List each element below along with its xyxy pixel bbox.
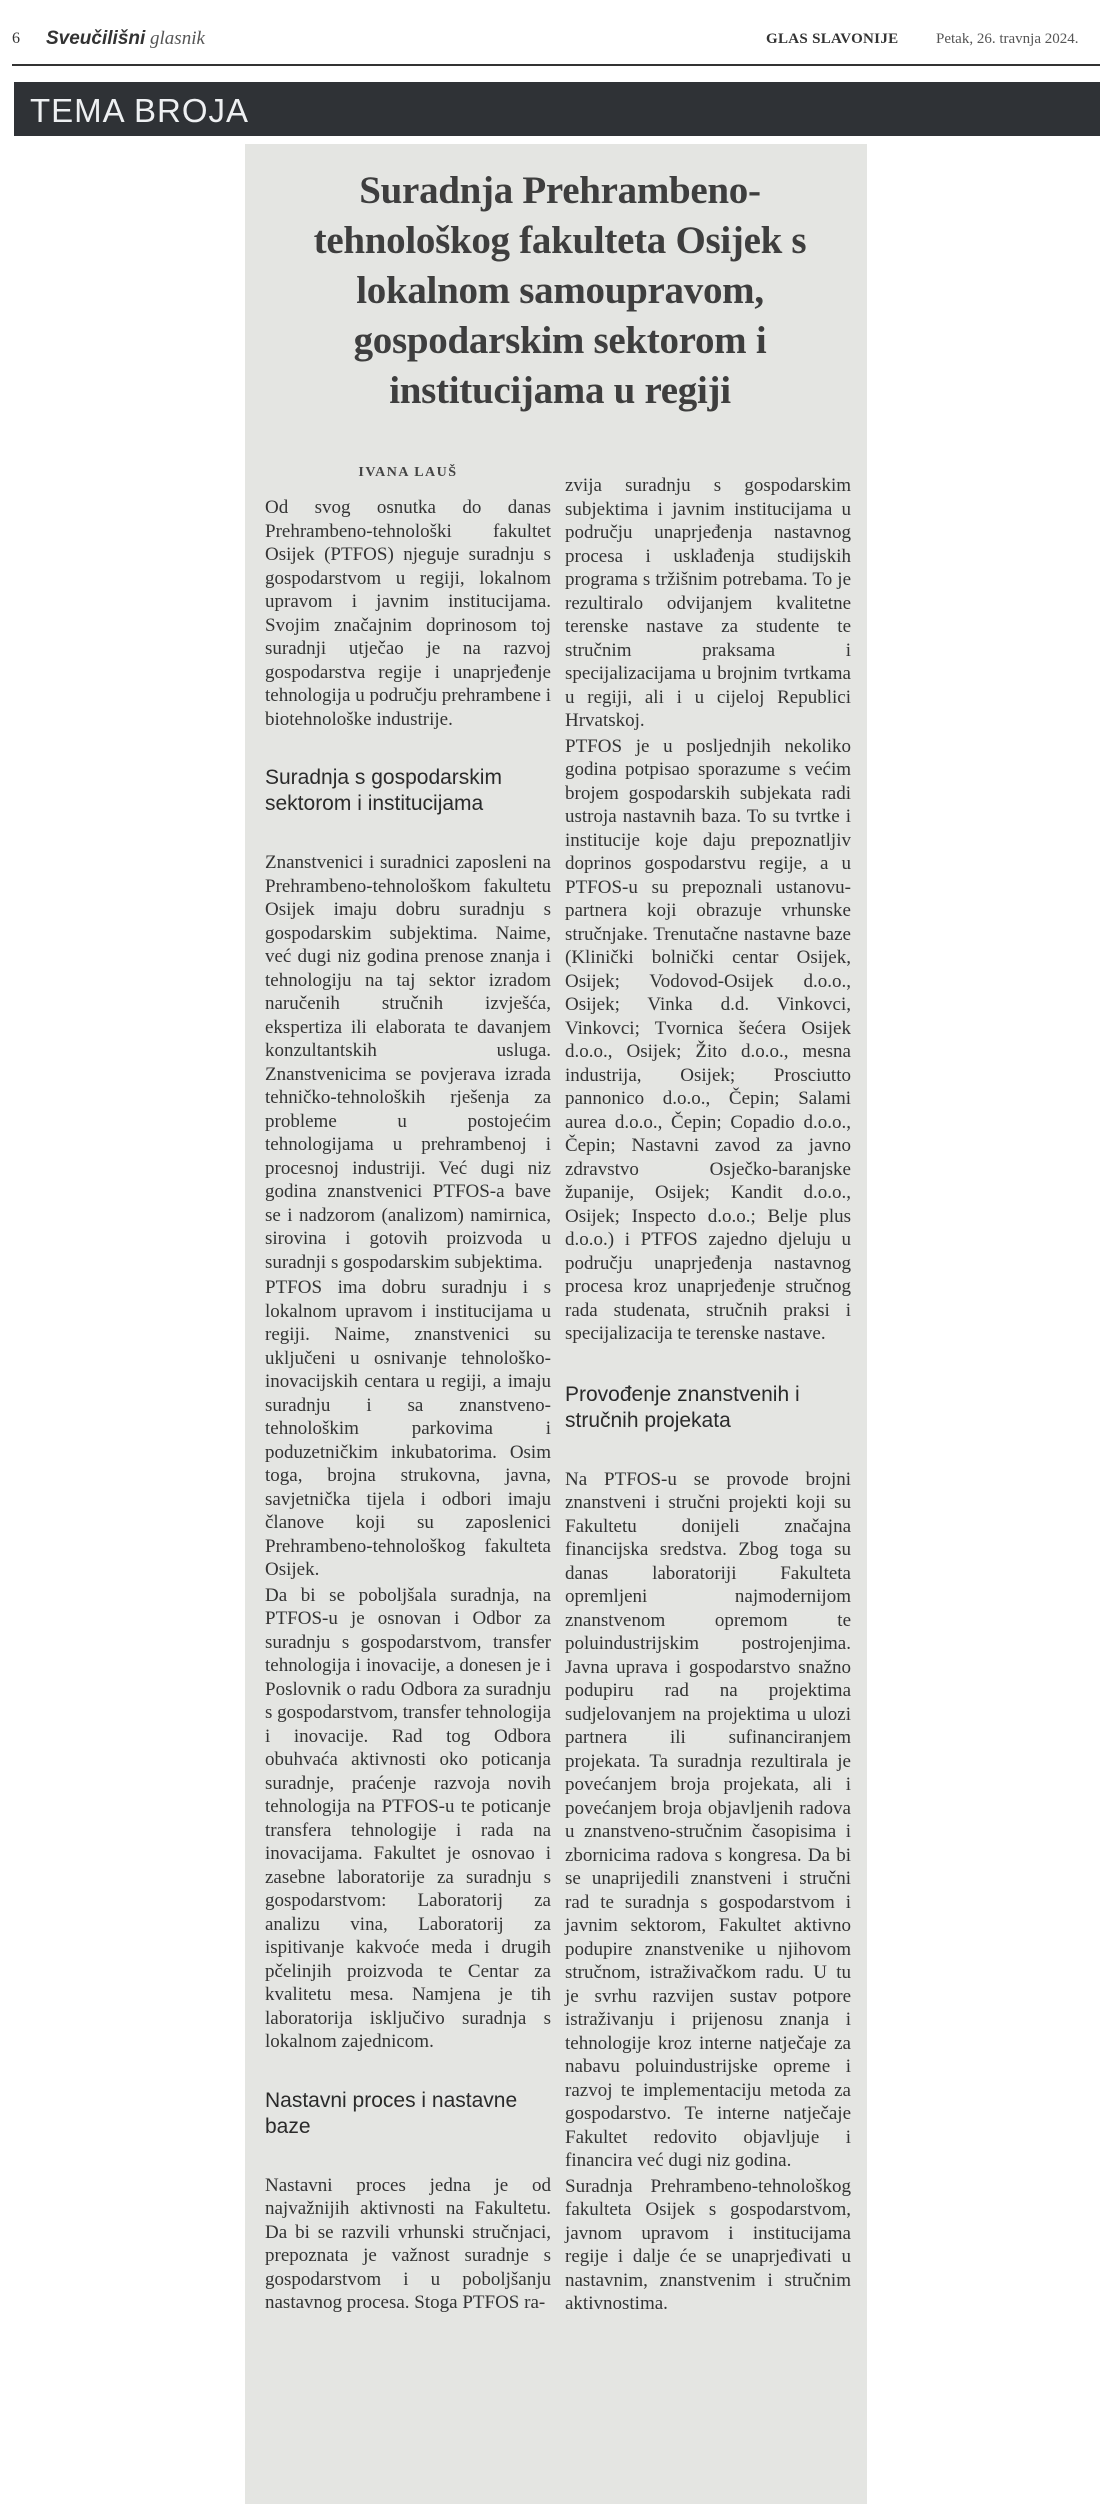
- subheading: Suradnja s gospodarskim sektorom i institucijama: [265, 766, 502, 815]
- paper-name-bold: Sveučilišni: [46, 28, 146, 49]
- paragraph: Znanstvenici i suradnici zaposleni na Prehrambeno-tehnološkom fakultetu Osijek imaju dobru suradnju s gospodarskim subjektima. Naime, već dugi niz godina prenose znanja i tehnologiju na taj sektor izradom naručenih stručnih izvješća, ekspertiza ili elaborata te davanjem konzultantskih usluga. Znanstvenicima se povjerava izrada tehničko-tehnoloških rješenja za probleme u postojećim tehnologijama u prehrambenoj i procesnoj industriji. Već dugi niz godina znanstvenici PTFOS-a bave se i nadzorom (analizom) namirnica, sirovina i gotovih proizvoda u suradnji s gospodarskim subjektima.: [265, 852, 551, 1273]
- paragraph: Na PTFOS-u se provode brojni znanstveni i stručni projekti koji su Fakultetu donijeli značajna financijska sredstva. Zbog toga su danas laboratoriji Fakulteta opremljeni najmodernijom znanstvenom opremom te poluindustrijskim postrojenjima. Javna uprava i gospodarstvo snažno podupiru rad na projektima sudjelovanjem na projektima u ulozi partnera ili sufinanciranjem projekata. Ta suradnja rezultirala je povećanjem broja projekata, ali i povećanjem broja objavljenih radova u znanstveno-stručnim časopisima i zbornicima radova s kongresa. Da bi se unaprijedili znanstveni i stručni rad te suradnja s gospodarstvom i javnim sektorom, Fakultet aktivno podupire znanstvenike u njihovom stručnom, istraživačkom radu. U tu je svrhu razvijen sustav potpore istraživanju i prijenosu znanja i tehnologije kroz interne natječaje za nabavu poluindustrijske opreme i razvoj te implementaciju metoda za gospodarstvo. Te interne natječaje Fakultet redovito objavljuje i financira već dugi niz godina.: [565, 1468, 851, 2171]
- section-label: TEMA BROJA: [30, 92, 250, 129]
- article-column-right: [565, 474, 851, 2318]
- paragraph: Suradnja Prehrambeno-tehnološkog fakulteta Osijek s gospodarstvom, javnom upravom i institucijama regije i dalje će se unaprjeđivati u nastavnim, znanstvenim i stručnim aktivnostima.: [565, 2175, 851, 2314]
- subheading: Provođenje znanstvenih i stručnih projekata: [565, 1382, 800, 1432]
- subheading: Nastavni proces i nastavne baze: [265, 2088, 518, 2138]
- section-bar: [14, 82, 1100, 136]
- publisher-name: GLAS SLAVONIJE: [766, 31, 899, 47]
- article-clipping: [245, 144, 867, 2504]
- paragraph: PTFOS je u posljednjih nekoliko godina potpisao sporazume s većim brojem gospodarskih subjekata radi ustroja nastavnih baza. To su tvrtke i institucije koje daju prepoznatljiv doprinos gospodarstvu regije, a u PTFOS-u su prepoznali ustanovu-partnera koji obrazuje vrhunske stručnjake. Trenutačne nastavne baze (Klinički bolnički centar Osijek, Osijek; Vodovod-Osijek d.o.o., Osijek; Vinka d.d. Vinkovci, Vinkovci; Tvornica šećera Osijek d.o.o., Osijek; Žito d.o.o., mesna industrija, Osijek; Prosciutto pannonico d.o.o., Čepin; Salami aurea d.o.o., Čepin; Copadio d.o.o., Čepin; Nastavni zavod za javno zdravstvo Osječko-baranjske županije, Osijek; Kandit d.o.o., Osijek; Inspecto d.o.o.; Belje plus d.o.o.) i PTFOS zajedno djeluju u području unaprjeđenja nastavnog procesa kroz unaprjeđenje stručnog rada studenata, stručnih praksi i specijalizacija te terenske nastave.: [565, 735, 851, 1344]
- byline: IVANA LAUŠ: [358, 465, 458, 480]
- paragraph: PTFOS ima dobru suradnju i s lokalnom upravom i institucijama u regiji. Naime, znanstvenici su uključeni u osnivanje tehnološko-inovacijskih centara u regiji, a imaju suradnju i sa znanstveno-tehnološkim parkovima i poduzetničkim inkubatorima. Osim toga, brojna strukovna, javna, savjetnička tijela i odbori imaju članove koji su zaposlenici Prehrambeno-tehnološkog fakulteta Osijek.: [265, 1277, 551, 1580]
- publication-date: Petak, 26. travnja 2024.: [936, 31, 1079, 47]
- paragraph: Od svog osnutka do danas Prehrambeno-tehnološki fakultet Osijek (PTFOS) njeguje suradnju s gospodarstvom u regiji, lokalnom upravom i javnim institucijama. Svojim značajnim doprinosom toj suradnji utječao je na razvoj gospodarstva regije i unaprjeđenje tehnologija u području prehrambene i biotehnološke industrije.: [265, 497, 551, 730]
- paper-name-rest: glasnik: [150, 28, 205, 49]
- paragraph: zvija suradnju s gospodarskim subjektima i javnim institucijama u području unaprjeđenja nastavnog procesa i usklađenja studijskih programa s tržišnim potrebama. To je rezultiralo odvijanjem kvalitetne terenske nastave za studente te stručnim praksama i specijalizacijama u brojnim tvrtkama u regiji, ali i u cijeloj Republici Hrvatskoj.: [565, 475, 851, 731]
- masthead-rule: [12, 64, 1100, 66]
- article-column-left: [265, 458, 551, 2317]
- article-headline: Suradnja Prehrambeno-tehnološkog fakulteta Osijek s lokalnom samoupravom, gospodarskim sektorom i institucijama u regiji: [313, 169, 807, 412]
- paper-name: [46, 28, 205, 50]
- paragraph: Nastavni proces jedna je od najvažnijih aktivnosti na Fakultetu. Da bi se razvili vrhunski stručnjaci, prepoznata je važnost suradnje s gospodarstvom i u poboljšanju nastavnog procesa. Stoga PTFOS ra-: [265, 2174, 551, 2313]
- page-number: 6: [12, 30, 20, 47]
- masthead: [0, 0, 1100, 76]
- paragraph: Da bi se poboljšala suradnja, na PTFOS-u je osnovan i Odbor za suradnju s gospodarstvom, transfer tehnologija i inovacije, a donesen je i Poslovnik o radu Odbora za suradnju s gospodarstvom, transfer tehnologija i inovacije. Rad tog Odbora obuhvaća aktivnosti oko poticanja suradnje, praćenje razvoja novih tehnologija na PTFOS-u te poticanje transfera tehnologije i rada na inovacijama. Fakultet je osnovao i zasebne laboratorije za suradnju s gospodarstvom: Laboratorij za analizu vina, Laboratorij za ispitivanje kakvoće meda i drugih pčelinjih proizvoda te Centar za kvalitetu mesa. Namjena je tih laboratorija isključivo suradnja s lokalnom zajednicom.: [265, 1584, 552, 2052]
